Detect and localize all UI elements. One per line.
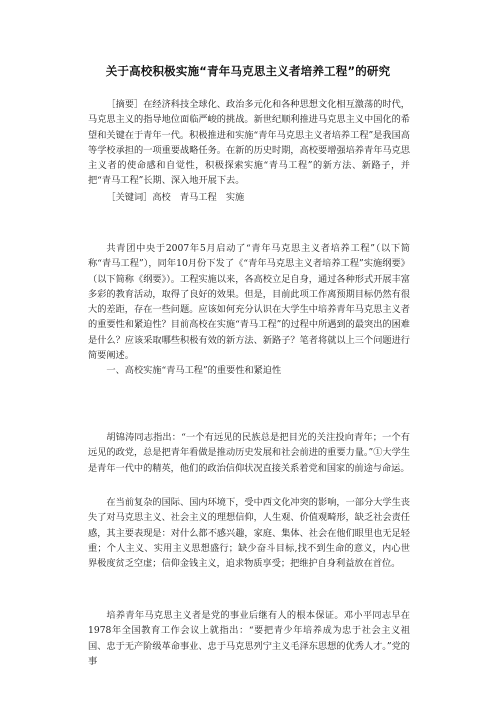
document-title: 关于高校积极实施“青年马克思主义者培养工程”的研究 [105,64,391,78]
intro-paragraph: 共青团中央于2007年5月启动了“青年马克思主义者培养工程”（以下简称“青马工程”），同年10月份下发了《“青年马克思主义者培养工程”实施纲要》（以下简称《纲要》）。工程实施以来，各高校立足自身，通过各种形式开展丰富多彩的教育活动，取得了良好的效果。但是，目前此项工作离预期目标仍然有很大的差距，存在一些问题。应该如何充分认识在大学生中培养青年马克思主义者的重要性和紧迫性？目前高校在实施“青马工程”的过程中所遇到的最突出的困难是什么？应该采取哪些积极有效的新方法、新路子？笔者将就以上三个问题进行简要阐述。 [88,243,410,362]
abstract-paragraph: ［摘要］在经济科技全球化、政治多元化和各种思想文化相互激荡的时代，马克思主义的指导地位面临严峻的挑战。新世纪顺利推进马克思主义中国化的希望和关键在于青年一代。积极推进和实施“青年马克思主义者培养工程”是我国高等学校承担的一项重要战略任务。在新的历史时期，高校要增强培养青年马克思主义者的使命感和自觉性，积极探索实施“青马工程”的新方法、新路子，并把“青马工程”长期、深入地开展下去。 [88,99,410,187]
section-paragraph: 在当前复杂的国际、国内环境下，受中西文化冲突的影响，一部分大学生丧失了对马克思主义、社会主义的理想信仰，人生观、价值观畸形，缺乏社会责任感，其主要表现是：对什么都不感兴趣，家庭、集体、社会在他们眼里也无足轻重；个人主义、实用主义思想盛行；缺少奋斗目标,找不到生命的意义，内心世界极度贫乏空虚；信仰金钱主义，追求物质享受；把维护自身利益放在首位。 [88,497,410,570]
section-heading: 一、高校实施“青马工程”的重要性和紧迫性 [106,365,282,376]
section-paragraph: 培养青年马克思主义者是党的事业后继有人的根本保证。邓小平同志早在1978年全国教育工作会议上就指出：“要把青少年培养成为忠于社会主义祖国、忠于无产阶级革命事业、忠于马克思列宁主义毛泽东思想的优秀人才。”党的事 [88,610,410,667]
keywords-line: ［关键词］高校 青马工程 实施 [106,192,245,203]
section-paragraph: 胡锦涛同志指出：“一个有远见的民族总是把目光的关注投向青年；一个有远见的政党，总是把青年看做是推动历史发展和社会前进的重要力量。”①大学生是青年一代中的精英，他们的政治信仰状况直接关系着党和国家的前途与命运。 [88,432,410,474]
